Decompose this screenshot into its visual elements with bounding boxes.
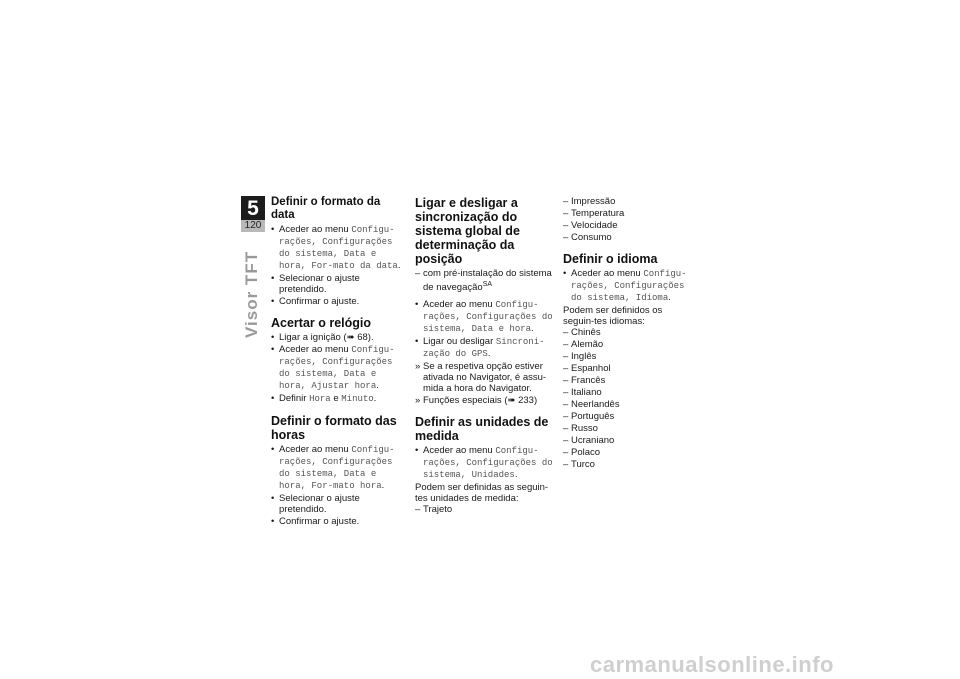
heading-units: Definir as unidades de medida: [415, 415, 549, 444]
list-item: – Trajeto: [415, 504, 453, 516]
arrow-icon: ➠: [346, 332, 355, 343]
heading-time-format: Definir o formato das horas: [271, 414, 397, 442]
heading-gps-sync: Ligar e desligar a sincronização do sistema global de determinação da posição: [415, 196, 520, 266]
menu-path: Configu-rações, Configurações do sistema, Idioma: [571, 269, 687, 303]
list-item: – Velocidade: [563, 220, 618, 231]
menu-path: Configu-rações, Configurações do sistema, Data e hora, Ajustar hora: [279, 345, 395, 391]
list-item: • Ligar ou desligar Sincroni-zação do GPS.: [415, 336, 545, 360]
list-item: – Impressão: [563, 196, 616, 207]
list-item: – Turco: [563, 459, 595, 470]
list-item: – Ucraniano: [563, 435, 615, 446]
chapter-marker: [241, 196, 265, 232]
paragraph: Podem ser definidos os seguin-tes idiomas:: [563, 305, 663, 327]
list-item: – Alemão: [563, 339, 604, 350]
list-item: • Selecionar o ajuste pretendido.: [271, 273, 360, 295]
list-item: • Aceder ao menu Configu-rações, Configurações do sistema, Idioma.: [563, 268, 687, 303]
list-item: – com pré-instalação do sistema de navegação$^{SA}$: [415, 268, 552, 294]
menu-path: Configu-rações, Configurações do sistema, Data e hora, For-mato hora: [279, 445, 395, 491]
menu-path: Configu-rações, Configurações do sistema, Data e hora: [423, 300, 553, 335]
column-2: [415, 196, 555, 516]
list-item: – Chinês: [563, 327, 601, 338]
list-item: – Consumo: [563, 232, 612, 243]
list-item: – Espanhol: [563, 363, 611, 374]
list-item: • Aceder ao menu Configu-rações, Configurações do sistema, Data e hora.: [415, 299, 553, 335]
chapter-number: 5: [241, 196, 265, 220]
list-item: • Confirmar o ajuste.: [271, 296, 360, 307]
paragraph: Podem ser definidas as seguin-tes unidades de medida:: [415, 482, 549, 505]
chapter-title: Visor TFT: [242, 250, 261, 338]
watermark: carmanualsonline.info: [590, 652, 834, 677]
menu-path: Configu-rações, Configurações do sistema, Data e hora, For-mato da data: [279, 225, 398, 271]
list-item: – Italiano: [563, 387, 602, 398]
list-item: • Definir Hora e Minuto.: [271, 393, 377, 404]
list-item: – Russo: [563, 423, 598, 434]
list-item: – Temperatura: [563, 208, 625, 219]
column-3: [563, 196, 693, 471]
list-item: • Aceder ao menu Configu-rações, Configurações do sistema, Data e hora, For-mato da data.: [271, 224, 401, 271]
list-item: • Aceder ao menu Configu-rações, Configurações do sistema, Unidades.: [415, 445, 553, 481]
menu-path: Sincroni-zação do GPS: [423, 337, 545, 360]
page-number: 120: [241, 220, 265, 232]
arrow-icon: ➠: [507, 395, 516, 407]
list-item: • Aceder ao menu Configu-rações, Configurações do sistema, Data e hora, Ajustar hora.: [271, 344, 395, 391]
list-item: • Ligar a ignição (➠ 68).: [271, 332, 374, 343]
list-item: • Selecionar o ajuste pretendido.: [271, 493, 360, 515]
list-item: » Se a respetiva opção estiver ativada no Navigator, é assu-mida a hora do Navigator.: [415, 361, 547, 395]
heading-set-clock: Acertar o relógio: [271, 316, 372, 330]
column-1: [271, 196, 407, 528]
heading-language: Definir o idioma: [563, 252, 658, 266]
list-item: – Francês: [563, 375, 606, 386]
list-item: » Funções especiais (➠ 233): [415, 395, 538, 407]
list-item: – Neerlandês: [563, 399, 620, 410]
heading-date-format: Definir o formato da data: [271, 196, 381, 221]
list-item: • Aceder ao menu Configu-rações, Configurações do sistema, Data e hora, For-mato hora.: [271, 444, 395, 491]
page-ref: 68: [357, 332, 368, 343]
list-item: – Inglês: [563, 351, 597, 362]
page-ref: 233: [518, 395, 534, 407]
menu-path: Configu-rações, Configurações do sistema, Unidades: [423, 446, 553, 481]
list-item: – Português: [563, 411, 615, 422]
list-item: – Polaco: [563, 447, 601, 458]
list-item: • Confirmar o ajuste.: [271, 516, 360, 527]
